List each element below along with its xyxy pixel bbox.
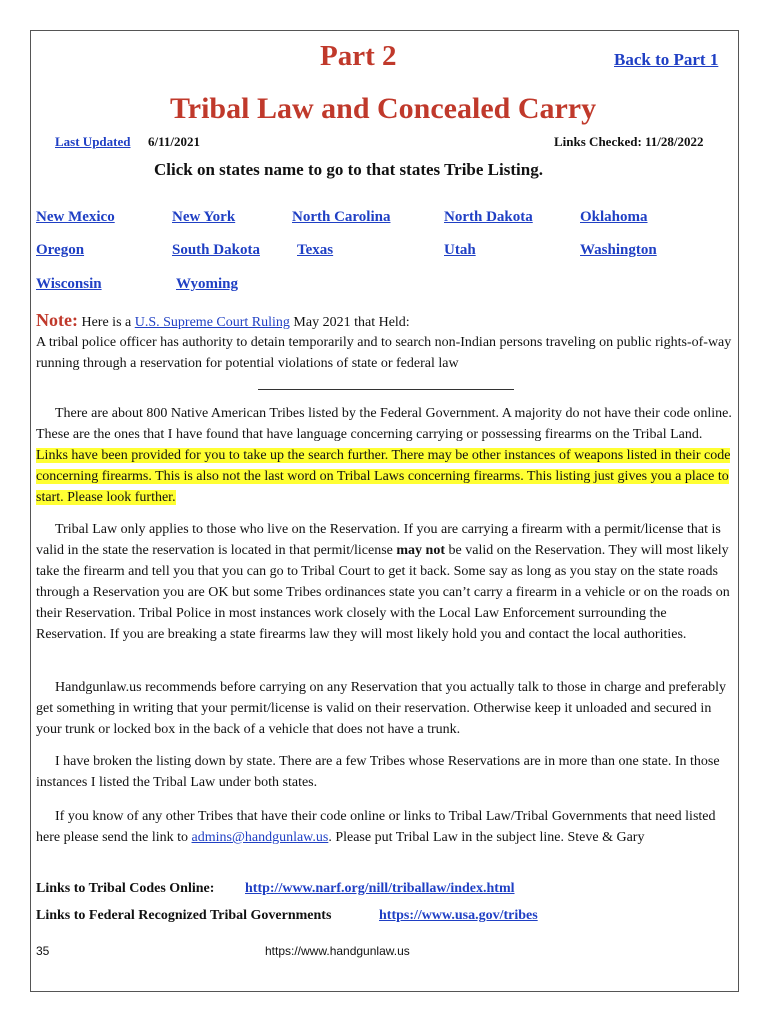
paragraph-listing-text: I have broken the listing down by state. There are a few Tribes whose Reservations are in more than one state. In those instances I listed the Tribal Law under both states. — [36, 754, 720, 790]
paragraph-recommendation — [36, 677, 736, 740]
state-link-texas[interactable]: Texas — [297, 242, 334, 258]
last-updated-link[interactable]: Last Updated — [55, 134, 131, 149]
emphasis-may-not: may not — [396, 543, 446, 558]
state-link-utah[interactable]: Utah — [444, 242, 476, 258]
last-updated-date: 6/11/2021 — [148, 134, 201, 149]
tribal-codes-link[interactable]: http://www.narf.org/nill/triballaw/index.html — [245, 881, 515, 896]
supreme-court-ruling-link[interactable]: U.S. Supreme Court Ruling — [134, 315, 290, 330]
state-link-oklahoma[interactable]: Oklahoma — [580, 209, 648, 225]
note-intro: Here is a — [81, 315, 132, 330]
state-link-north-dakota[interactable]: North Dakota — [444, 209, 533, 225]
note-line — [36, 310, 410, 331]
paragraph-tribal-law — [36, 519, 736, 645]
federal-tribes-label: Links to Federal Recognized Tribal Governments — [36, 908, 332, 923]
state-link-wyoming[interactable]: Wyoming — [176, 276, 238, 292]
part-title: Part 2 — [320, 40, 397, 72]
divider — [258, 389, 514, 390]
site-url: https://www.handgunlaw.us — [265, 944, 410, 958]
state-link-wisconsin[interactable]: Wisconsin — [36, 276, 102, 292]
paragraph-contact-text-a: If you know of any other Tribes that have their code online or links to Tribal Law/Tribal Governments that need listed here please send the link to — [36, 809, 716, 845]
paragraph-intro-text: There are about 800 Native American Tribes listed by the Federal Government. A majority do not have their code online. These are the ones that I have found that have language concerning carrying or possessing firearms on the Tribal Land. — [36, 406, 732, 442]
state-link-north-carolina[interactable]: North Carolina — [292, 209, 391, 225]
back-to-part-1-link[interactable]: Back to Part 1 — [614, 50, 719, 69]
highlighted-text: Links have been provided for you to take up the search further. There may be other instances of weapons listed in their code concerning firearms. This is also not the last word on Tribal Laws concerning firearms. This listing just gives you a place to start. Please look further. — [36, 448, 731, 505]
paragraph-intro — [36, 403, 736, 508]
page-number: 35 — [36, 944, 50, 958]
state-link-new-york[interactable]: New York — [172, 209, 236, 225]
paragraph-tribal-law-text-b: be valid on the Reservation. They will most likely take the firearm and tell you that you can go to Tribal Court to get it back. Some say as long as you stay on the state roads through a Reservation you are OK but some Tribes ordinances state you can’t carry a firearm in a vehicle or on the roads on their Reservation. Tribal Police in most instances work closely with the Local Law Enforcement surrounding the Reservation. If you are breaking a state firearms law they will most likely hold you and contact the local authorities. — [36, 543, 730, 642]
links-checked-date: Links Checked: 11/28/2022 — [554, 134, 704, 149]
paragraph-contact — [36, 806, 736, 848]
page-title: Tribal Law and Concealed Carry — [170, 92, 597, 125]
paragraph-listing — [36, 751, 736, 793]
state-link-new-mexico[interactable]: New Mexico — [36, 209, 115, 225]
state-list-instruction: Click on states name to go to that states Tribe Listing. — [154, 160, 543, 179]
state-link-oregon[interactable]: Oregon — [36, 242, 85, 258]
note-label: Note: — [36, 310, 78, 330]
paragraph-recommendation-text: Handgunlaw.us recommends before carrying on any Reservation that you actually talk to those in charge and preferably get something in writing that your permit/license is valid on their reservation. Otherwise keep it unloaded and secured in your trunk or locked box in the back of a vehicle that does not have a trunk. — [36, 680, 726, 737]
state-link-south-dakota[interactable]: South Dakota — [172, 242, 260, 258]
state-link-washington[interactable]: Washington — [580, 242, 657, 258]
note-body: A tribal police officer has authority to detain temporarily and to search non-Indian persons traveling on public rights-of-way running through a reservation for potential violations of state or federal law — [36, 335, 732, 371]
note-after: May 2021 that Held: — [293, 315, 410, 330]
federal-tribes-link[interactable]: https://www.usa.gov/tribes — [379, 908, 538, 923]
paragraph-tribal-law-text-a: Tribal Law only applies to those who live on the Reservation. If you are carrying a firearm with a permit/license that is valid in the state the reservation is located in that permit/license — [36, 522, 721, 558]
email-link[interactable]: admins@handgunlaw.us — [191, 830, 329, 845]
paragraph-contact-text-b: . Please put Tribal Law in the subject line. Steve & Gary — [328, 830, 645, 845]
tribal-codes-label: Links to Tribal Codes Online: — [36, 881, 215, 896]
